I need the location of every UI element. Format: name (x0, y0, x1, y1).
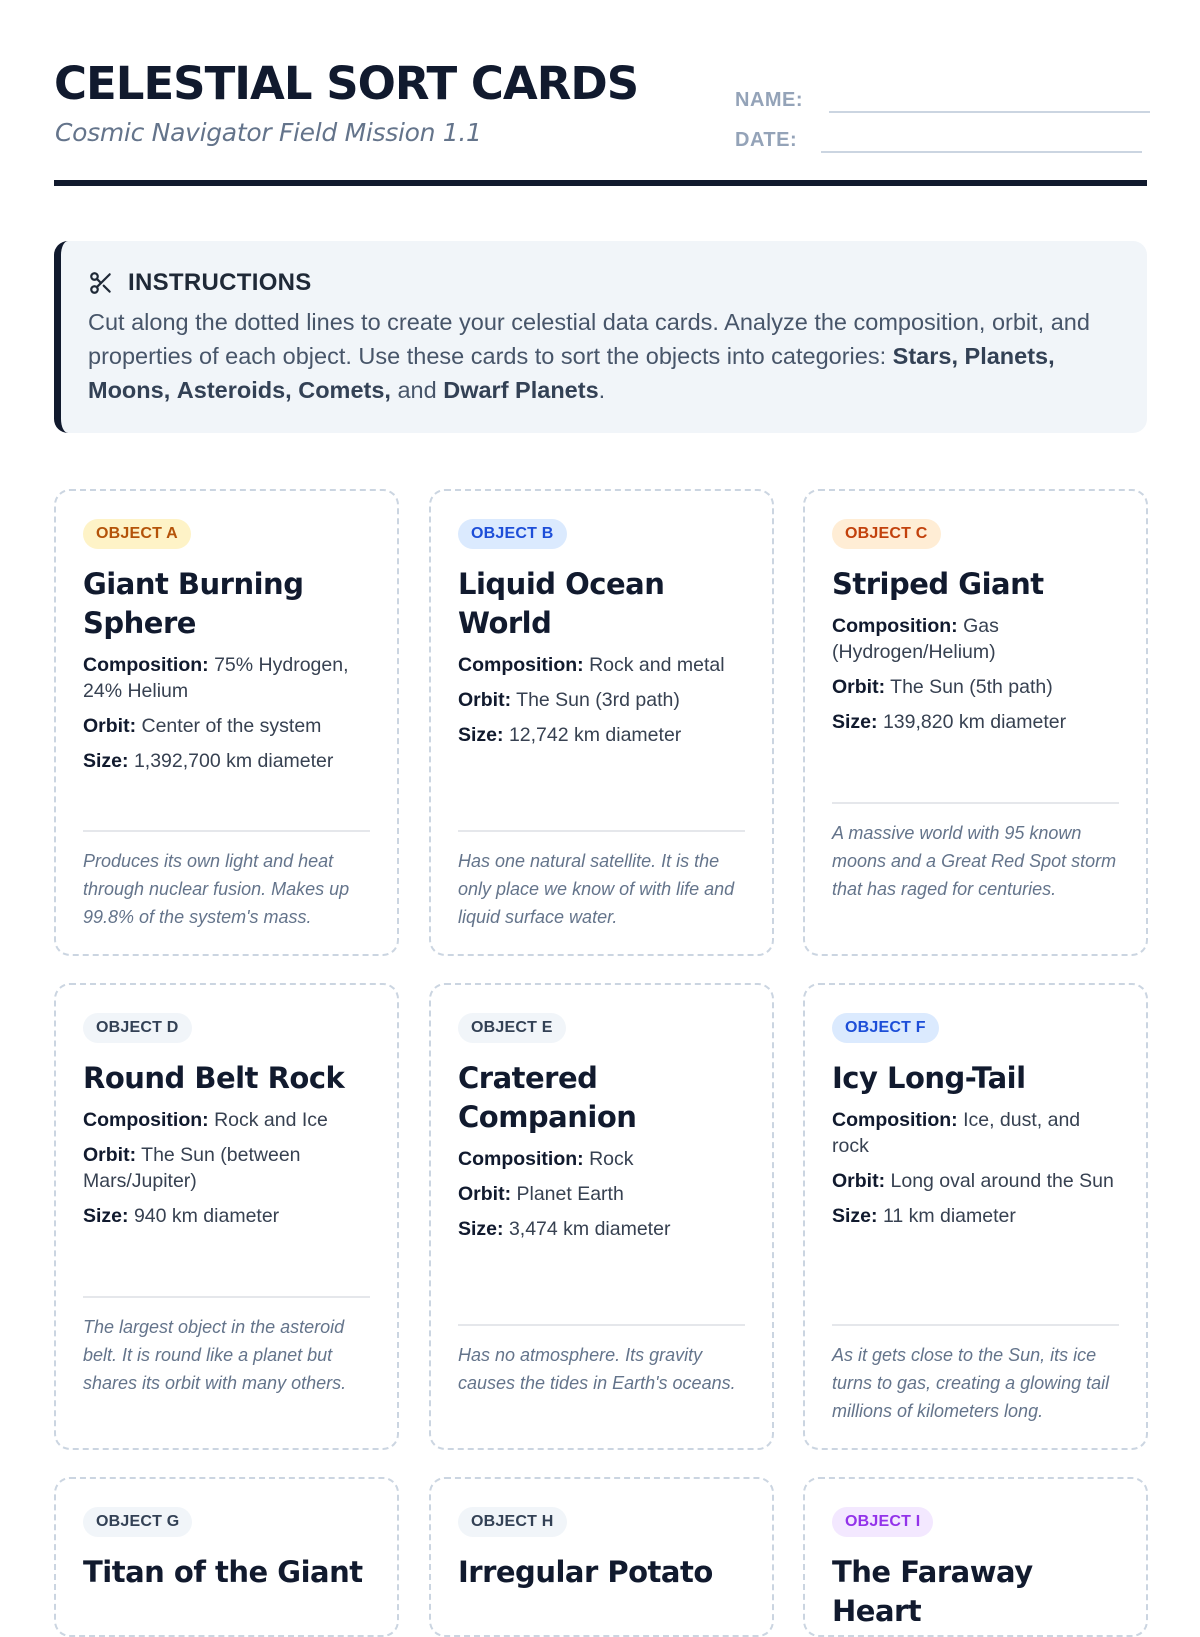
name-label: NAME: (735, 89, 804, 111)
size-prop: Size: 139,820 km diameter (832, 711, 1067, 733)
card-title: Striped Giant (832, 567, 1044, 601)
card-description: As it gets close to the Sun, its ice turns to gas, creating a glowing tail millions of kilometers long. (832, 1324, 1119, 1425)
name-field[interactable] (829, 111, 1150, 113)
size-prop: Size: 940 km diameter (83, 1205, 280, 1227)
card-object-d[interactable] (54, 983, 399, 1450)
page-subtitle: Cosmic Navigator Field Mission 1.1 (55, 118, 482, 147)
page-header (54, 58, 1147, 186)
card-object-e[interactable] (429, 983, 774, 1450)
object-tag: OBJECT B (458, 519, 567, 549)
card-title: Icy Long-Tail (832, 1061, 1026, 1095)
card-description: Has one natural satellite. It is the only place we know of with life and liquid surface water. (458, 830, 745, 931)
card-object-i[interactable] (803, 1477, 1148, 1637)
card-object-b[interactable] (429, 489, 774, 956)
orbit-prop: Orbit: The Sun (between Mars/Jupiter) (83, 1144, 301, 1192)
size-prop: Size: 1,392,700 km diameter (83, 750, 334, 772)
card-description: Produces its own light and heat through nuclear fusion. Makes up 99.8% of the system's mass. (83, 830, 370, 931)
object-tag: OBJECT D (83, 1013, 192, 1043)
card-description: A massive world with 95 known moons and a Great Red Spot storm that has raged for centuries. (832, 802, 1119, 903)
composition-prop: Composition: Rock and Ice (83, 1109, 328, 1131)
card-object-a[interactable] (54, 489, 399, 956)
instructions-heading-row (88, 269, 1117, 297)
orbit-prop: Orbit: Center of the system (83, 715, 322, 737)
instructions-text: Cut along the dotted lines to create your celestial data cards. Analyze the composition, orbit, and properties of each object. Use these cards to sort the objects into categories: Stars, Planets, Moons, Asteroids, Comets, and Dwarf Planets. (88, 309, 1090, 403)
object-tag: OBJECT E (458, 1013, 566, 1043)
card-object-f[interactable] (803, 983, 1148, 1450)
card-title: The Faraway Heart (832, 1555, 1033, 1628)
composition-prop: Composition: 75% Hydrogen, 24% Helium (83, 654, 349, 702)
object-tag: OBJECT F (832, 1013, 939, 1043)
orbit-prop: Orbit: The Sun (5th path) (832, 676, 1053, 698)
size-prop: Size: 12,742 km diameter (458, 724, 682, 746)
card-title: Irregular Potato (458, 1555, 713, 1589)
card-title: Titan of the Giant (83, 1555, 363, 1589)
date-field[interactable] (821, 151, 1142, 153)
object-tag: OBJECT H (458, 1507, 567, 1537)
card-object-h[interactable] (429, 1477, 774, 1637)
instructions-box (54, 241, 1147, 433)
orbit-prop: Orbit: The Sun (3rd path) (458, 689, 680, 711)
card-description: The largest object in the asteroid belt. It is round like a planet but shares its orbit with many others. (83, 1296, 370, 1397)
card-object-c[interactable] (803, 489, 1148, 956)
size-prop: Size: 3,474 km diameter (458, 1218, 671, 1240)
object-tag: OBJECT C (832, 519, 941, 549)
card-title: Liquid Ocean World (458, 567, 665, 640)
date-label: DATE: (735, 129, 798, 151)
card-description: Has no atmosphere. Its gravity causes the tides in Earth's oceans. (458, 1324, 745, 1397)
orbit-prop: Orbit: Long oval around the Sun (832, 1170, 1114, 1192)
scissors-icon (88, 270, 114, 296)
object-tag: OBJECT I (832, 1507, 933, 1537)
composition-prop: Composition: Gas (Hydrogen/Helium) (832, 615, 999, 663)
card-object-g[interactable] (54, 1477, 399, 1637)
object-tag: OBJECT A (83, 519, 191, 549)
orbit-prop: Orbit: Planet Earth (458, 1183, 624, 1205)
instructions-heading: INSTRUCTIONS (128, 269, 312, 296)
card-title: Cratered Companion (458, 1061, 637, 1134)
page-title: CELESTIAL SORT CARDS (54, 57, 639, 110)
card-title: Round Belt Rock (83, 1061, 345, 1095)
object-tag: OBJECT G (83, 1507, 192, 1537)
composition-prop: Composition: Rock and metal (458, 654, 725, 676)
size-prop: Size: 11 km diameter (832, 1205, 1016, 1227)
composition-prop: Composition: Rock (458, 1148, 634, 1170)
card-title: Giant Burning Sphere (83, 567, 304, 640)
composition-prop: Composition: Ice, dust, and rock (832, 1109, 1081, 1157)
